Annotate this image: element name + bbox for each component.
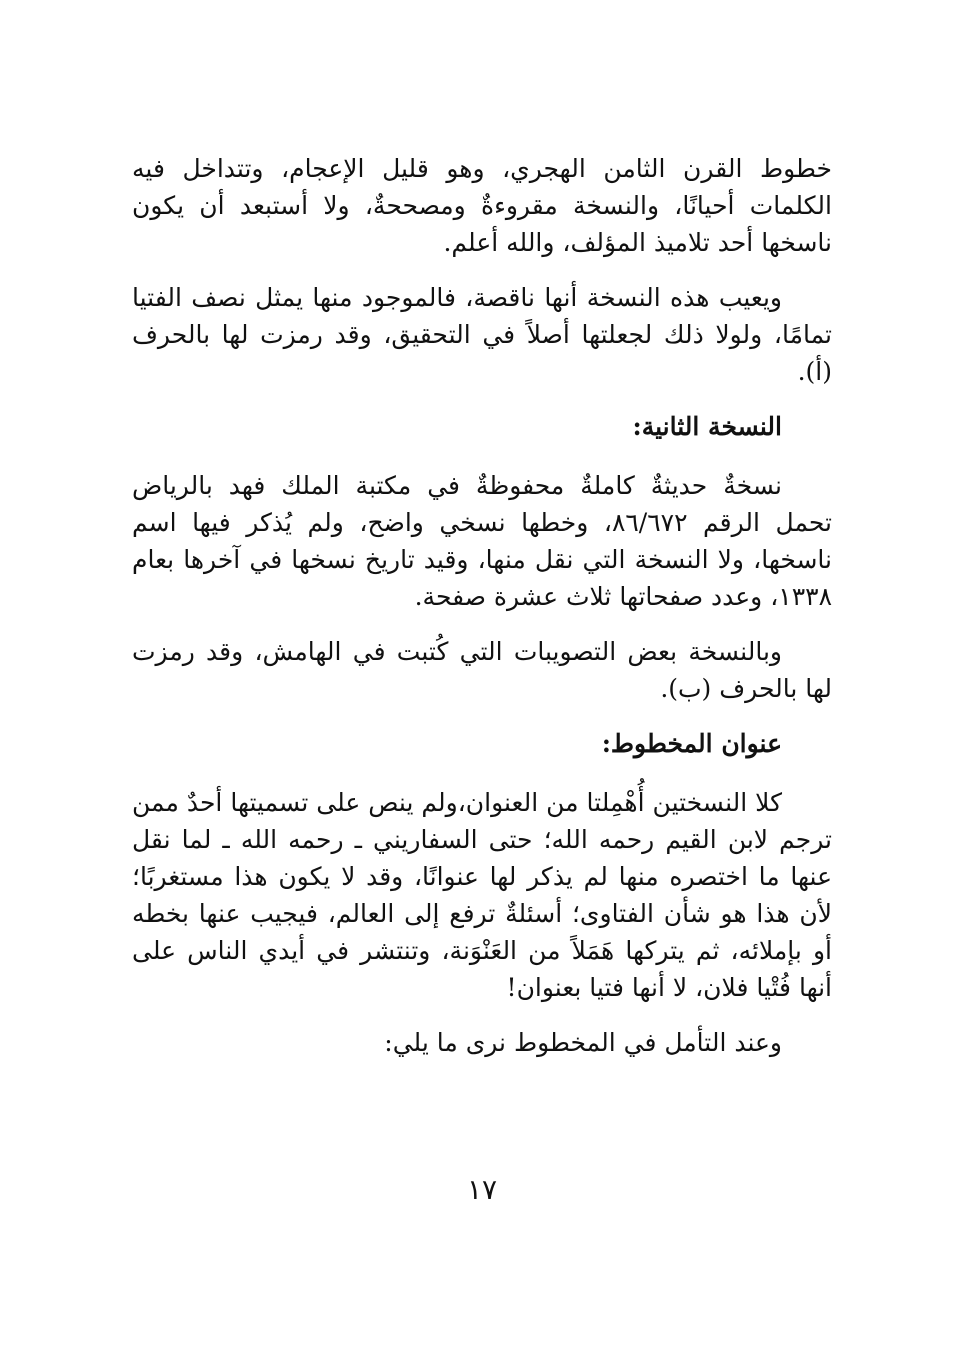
- paragraph-manuscript-description: خطوط القرن الثامن الهجري، وهو قليل الإعجام، وتتداخل فيه الكلمات أحيانًا، والنسخة مقروءةٌ ومصححةٌ، ولا أستبعد أن يكون ناسخها أحد تلاميذ المؤلف، والله أعلم.: [132, 154, 832, 257]
- paragraph-first-copy-note: ويعيب هذه النسخة أنها ناقصة، فالموجود منها يمثل نصف الفتيا تمامًا، ولولا ذلك لجعلتها أصلاً في التحقيق، وقد رمزت لها بالحرف (أ).: [132, 283, 832, 386]
- paragraph-second-copy: نسخةٌ حديثةٌ كاملةٌ محفوظةٌ في مكتبة الملك فهد بالرياض تحمل الرقم ٨٦/٦٧٢، وخطها نسخي واضح، ولم يُذكر فيها اسم ناسخها، ولا النسخة التي نقل منها، وقيد تاريخ نسخها في آخرها بعام ١٣٣٨، وعدد صفحاتها ثلاث عشرة صفحة.: [132, 471, 832, 611]
- paragraph-title-discussion: كلا النسختين أُهْمِلتا من العنوان،ولم ينص على تسميتها أحدٌ ممن ترجم لابن القيم رحمه الله؛ حتى السفاريني ـ رحمه الله ـ لما نقل عنها ما اختصره منها لم يذكر لها عنوانًا، وقد لا يكون هذا مستغربًا؛ لأن هذا هو شأن الفتاوى؛ أسئلةٌ ترفع إلى العالم، فيجيب عنها بخطه أو بإملائه، ثم يتركها هَمَلاً من العَنْوَنة، وتنتشر في أيدي الناس على أنها فُتْيا فلان، لا أنها فتيا بعنوان!: [132, 788, 832, 1002]
- body-text: [132, 150, 832, 1079]
- paragraph-observations-intro: وعند التأمل في المخطوط نرى ما يلي:: [384, 1028, 782, 1057]
- paragraph-corrections: وبالنسخة بعض التصويبات التي كُتبت في الهامش، وقد رمزت لها بالحرف (ب).: [132, 637, 832, 703]
- heading-second-copy: النسخة الثانية:: [632, 412, 782, 441]
- page-number: ١٧: [466, 1173, 498, 1206]
- heading-manuscript-title: عنوان المخطوط:: [601, 729, 782, 758]
